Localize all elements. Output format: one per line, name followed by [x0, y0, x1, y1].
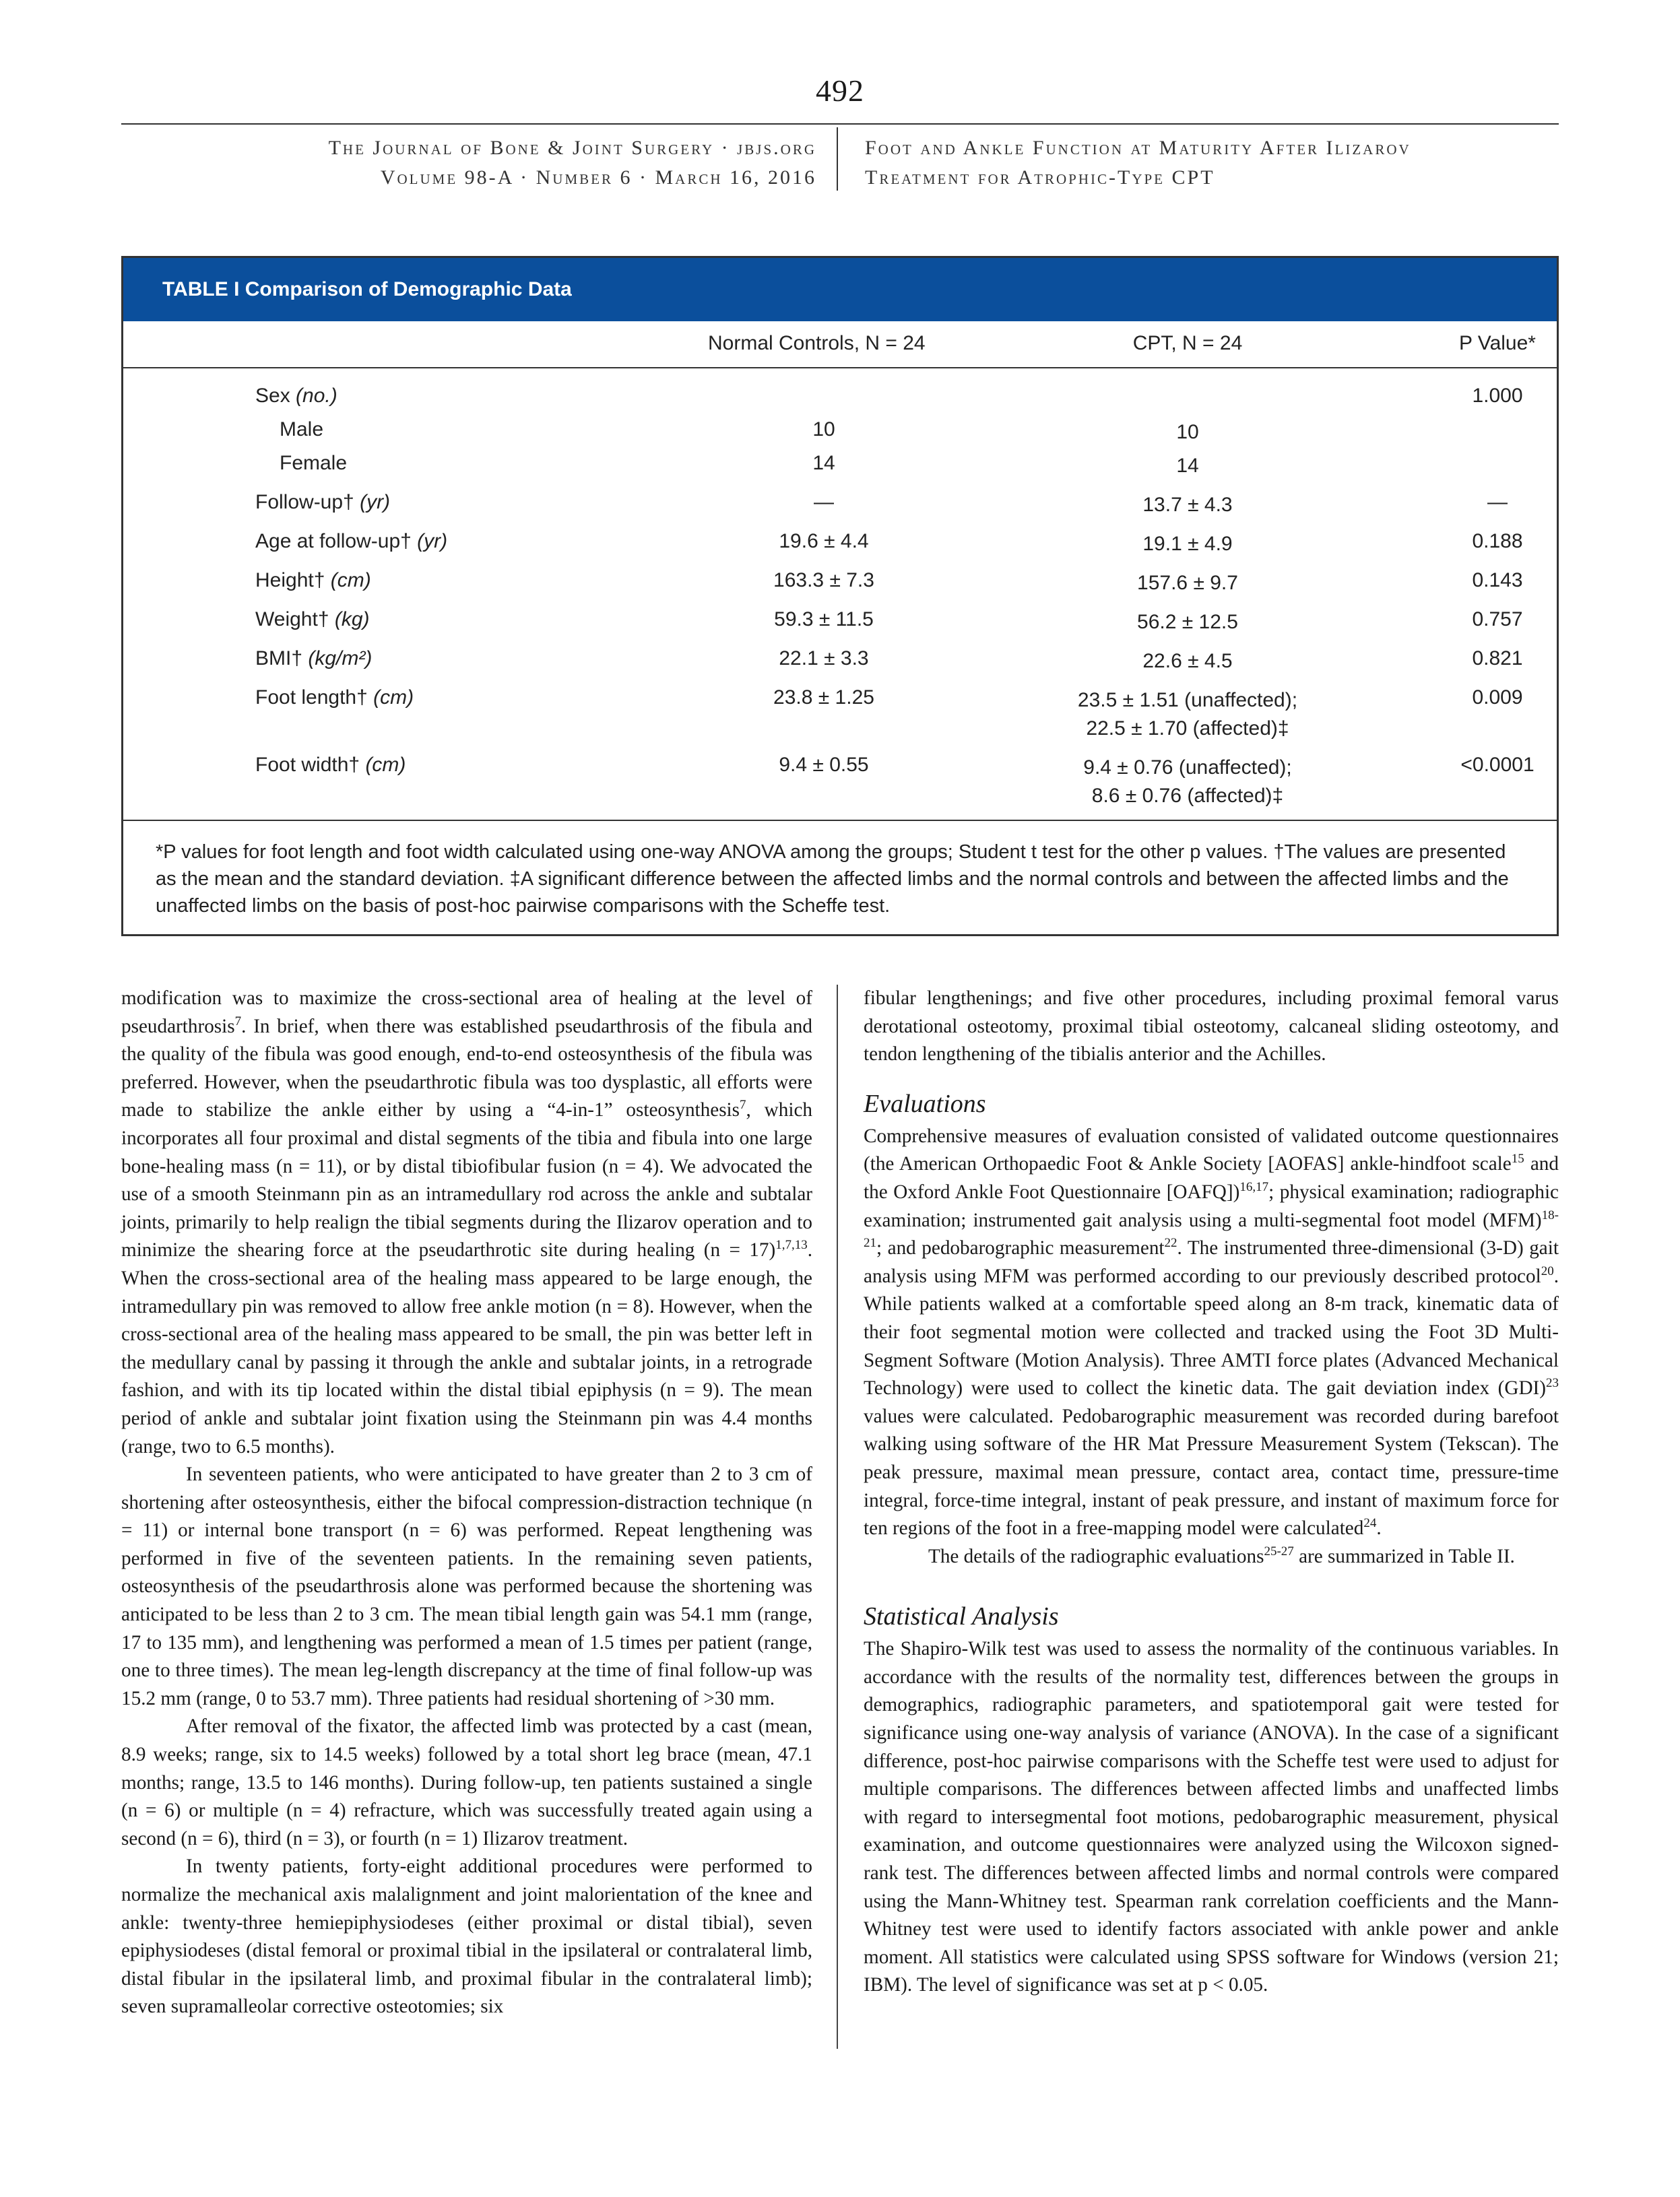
- journal-header: [121, 133, 816, 193]
- cell-controls: 163.3 ± 7.3: [773, 569, 874, 591]
- cell-cpt: 157.6 ± 9.7: [1137, 572, 1238, 594]
- cell-pvalue: 1.000: [1472, 385, 1523, 407]
- row-label: Age at follow-up†: [255, 530, 412, 552]
- cell-pvalue: 0.143: [1472, 569, 1523, 591]
- page-number: 492: [816, 73, 864, 108]
- row-label: Height†: [255, 569, 325, 591]
- row-label: Male: [280, 418, 324, 440]
- paragraph: modification was to maximize the cross-sectional area of healing at the level of pseudarthrosis$^7$. In brief, when there was established pseudarthrosis of the fibula and the quality of the fibula was good enough, end-to-end osteosynthesis of the fibula was preferred. However, when the pseudarthrotic fibula was too dysplastic, all efforts were made to stabilize the ankle either by using a “4-in-1” osteosynthesis$^7$, which incorporates all four proximal and distal segments of the tibia and fibula into one large bone-healing mass (n = 11), or by distal tibiofibular fusion (n = 4). We advocated the use of a smooth Steinmann pin as an intramedullary rod across the ankle and subtalar joints, primarily to help realign the tibial segments during the Ilizarov operation and to minimize the shearing force at the pseudarthrotic site during healing (n = 17)$^{1,7,13}$. When the cross-sectional area of the healing mass appeared to be large enough, the intramedullary pin was removed to allow free ankle motion (n = 8). However, when the cross-sectional area of the healing mass appeared to be small, the pin was better left in the medullary canal by passing it through the ankle and subtalar joints, in a retrograde fashion, and with its tip located within the distal tibial epiphysis (n = 9). The mean period of ankle and subtalar joint fixation using the Steinmann pin was 4.4 months (range, two to 6.5 months).: [121, 987, 812, 1457]
- table-footnote: *P values for foot length and foot width calculated using one-way ANOVA among the groups; Student t test for the other p values. †The values are presented as the mean and the standard deviation. ‡A significant difference between the affected limbs and the normal controls and between the affected limbs and the unaffected limbs on the basis of post-hoc pairwise comparisons with the Scheffe test.: [156, 841, 1509, 917]
- citation[interactable]: 16,17: [1239, 1179, 1269, 1194]
- cell-pvalue: 0.757: [1472, 608, 1523, 630]
- cell-controls: 23.8 ± 1.25: [773, 686, 874, 709]
- row-unit: (cm): [365, 754, 406, 776]
- section-heading-statistical-analysis: Statistical Analysis: [864, 1602, 1059, 1631]
- citation[interactable]: 1,7,13: [775, 1238, 808, 1253]
- citation[interactable]: 18-21: [864, 1208, 1559, 1251]
- row-unit: (no.): [296, 385, 337, 407]
- row-unit: (cm): [373, 686, 414, 709]
- cell-controls: 22.1 ± 3.3: [779, 647, 869, 669]
- journal-issue: Volume 98-A · Number 6 · March 16, 2016: [380, 166, 816, 189]
- citation[interactable]: 7: [740, 1098, 746, 1113]
- row-label: Follow-up†: [255, 491, 354, 513]
- citation[interactable]: 23: [1546, 1376, 1559, 1391]
- citation[interactable]: 7: [234, 1014, 242, 1028]
- citation[interactable]: 20: [1541, 1264, 1554, 1278]
- row-unit: (yr): [417, 530, 448, 552]
- row-label: Female: [280, 452, 348, 474]
- left-column: [121, 985, 812, 2021]
- cell-cpt: 10: [1176, 421, 1199, 443]
- section-heading-evaluations: Evaluations: [864, 1089, 986, 1118]
- paragraph: The Shapiro-Wilk test was used to assess the normality of the continuous variables. In accordance with the results of the normality test, differences between the groups in demographics, radiographic parameters, and spatiotemporal gait were tested for significance using one-way analysis of variance (ANOVA). In the case of a significant difference, post-hoc pairwise comparisons with the Scheffe test were used to adjust for multiple comparisons. The differences between affected limbs and unaffected limbs with regard to intersegmental foot motions, pedobarographic measurement, physical examination, and outcome questionnaires were analyzed using the Wilcoxon signed-rank test. The differences between affected limbs and normal controls were compared using the Mann-Whitney test. Spearman rank correlation coefficients and the Mann-Whitney test were used to identify factors associated with ankle power and ankle moment. All statistics were calculated using SPSS software for Windows (version 21; IBM). The level of significance was set at p < 0.05.: [864, 1638, 1559, 1996]
- row-unit: (kg/m²): [308, 647, 373, 669]
- column-header-pvalue: P Value*: [1459, 332, 1536, 354]
- row-label: Weight†: [255, 608, 329, 630]
- cell-pvalue: 0.821: [1472, 647, 1523, 669]
- cell-cpt: [999, 754, 1376, 810]
- paragraph: Comprehensive measures of evaluation consisted of validated outcome questionnaires (the American Orthopaedic Foot & Ankle Society [AOFAS] ankle-hindfoot scale$^{15}$ and the Oxford Ankle Foot Questionnaire [OAFQ])$^{16,17}$; physical examination; radiographic examination; instrumented gait analysis using a multi-segmental foot model (MFM)$^{18-21}$; and pedobarographic measurement$^{22}$. The instrumented three-dimensional (3-D) gait analysis using MFM was performed according to our previously described protocol$^{20}$. While patients walked at a comfortable speed along an 8-m track, kinematic data of their foot segmental motion were collected and tracked using the Foot 3D Multi-Segment Software (Motion Analysis). Three AMTI force plates (Advanced Mechanical Technology) were used to collect the kinetic data. The gait deviation index (GDI)$^{23}$ values were calculated. Pedobarographic measurement was recorded during barefoot walking using software of the HR Mat Pressure Measurement System (Tekscan). The peak pressure, maximal mean pressure, contact area, contact time, pressure-time integral, force-time integral, instant of peak pressure, and instant of maximum force for ten regions of the foot in a free-mapping model were calculated$^{24}$.: [864, 1125, 1559, 1540]
- cell-cpt: 19.1 ± 4.9: [1142, 533, 1233, 555]
- paragraph: The details of the radiographic evaluations$^{25-27}$ are summarized in Table II.: [928, 1544, 1515, 1567]
- column-header-cpt: CPT, N = 24: [1132, 332, 1243, 354]
- cell-cpt: 22.6 ± 4.5: [1142, 650, 1233, 672]
- cell-cpt-line1: 9.4 ± 0.76 (unaffected);: [1083, 756, 1292, 779]
- cell-cpt: [999, 686, 1376, 743]
- cell-cpt: 56.2 ± 12.5: [1137, 611, 1238, 633]
- cell-pvalue: —: [1487, 491, 1508, 513]
- cell-controls: 10: [812, 418, 835, 440]
- right-column: [864, 985, 1559, 2000]
- citation[interactable]: 15: [1511, 1152, 1524, 1167]
- cell-pvalue: <0.0001: [1460, 754, 1534, 776]
- article-title-line2: Treatment for Atrophic-Type CPT: [865, 166, 1215, 189]
- table-title: TABLE I Comparison of Demographic Data: [123, 258, 1557, 321]
- cell-cpt: 13.7 ± 4.3: [1142, 494, 1233, 516]
- header-divider: [837, 127, 838, 191]
- cell-cpt-line2: 8.6 ± 0.76 (affected)‡: [1091, 785, 1284, 807]
- paragraph: In seventeen patients, who were anticipated to have greater than 2 to 3 cm of shortening after osteosynthesis, either the bifocal compression-distraction technique (n = 11) or internal bone transport (n = 6) was performed. Repeat lengthening was performed in five of the seventeen patients. In the remaining seven patients, osteosynthesis of the pseudarthrosis alone was performed because the shortening was anticipated to be less than 2 to 3 cm. The mean tibial length gain was 54.1 mm (range, 17 to 135 mm), and lengthening was performed a mean of 1.5 times per patient (range, one to three times). The mean leg-length discrepancy at the time of final follow-up was 15.2 mm (range, 0 to 53.7 mm). Three patients had residual shortening of >30 mm.: [121, 1464, 812, 1709]
- column-divider: [837, 985, 838, 2049]
- citation[interactable]: 25-27: [1264, 1544, 1294, 1559]
- journal-title[interactable]: The Journal of Bone & Joint Surgery · jbjs.org: [328, 137, 816, 159]
- row-label: Sex: [255, 385, 290, 407]
- header-rule: [121, 123, 1559, 125]
- paragraph: In twenty patients, forty-eight additional procedures were performed to normalize the mechanical axis malalignment and joint malorientation of the knee and ankle: twenty-three hemiepiphysiodeses (either proximal or distal tibial), seven epiphysiodeses (distal femoral or proximal tibial in the ipsilateral or contralateral limb, distal fibular in the ipsilateral limb, and proximal fibular in the contralateral limb); seven supramalleolar corrective osteotomies; six: [121, 1856, 812, 2018]
- cell-controls: —: [814, 491, 834, 513]
- paragraph: After removal of the fixator, the affected limb was protected by a cast (mean, 8.9 weeks; range, six to 14.5 weeks) followed by a total short leg brace (mean, 47.1 months; range, 13.5 to 146 months). During follow-up, ten patients sustained a single (n = 6) or multiple (n = 4) refracture, which was successfully treated again using a second (n = 6), third (n = 3), or fourth (n = 1) Ilizarov treatment.: [121, 1715, 812, 1849]
- cell-controls: 9.4 ± 0.55: [779, 754, 869, 776]
- cell-pvalue: 0.009: [1472, 686, 1523, 709]
- row-unit: (yr): [360, 491, 391, 513]
- demographic-table: [121, 256, 1559, 936]
- cell-controls: 19.6 ± 4.4: [779, 530, 869, 552]
- row-label: BMI†: [255, 647, 303, 669]
- article-header: [865, 133, 1559, 193]
- cell-pvalue: 0.188: [1472, 530, 1523, 552]
- table-body: [123, 368, 1557, 821]
- row-label: Foot length†: [255, 686, 368, 709]
- article-title-line1: Foot and Ankle Function at Maturity After Ilizarov: [865, 137, 1411, 159]
- row-unit: (kg): [334, 608, 370, 630]
- column-header-controls: Normal Controls, N = 24: [708, 332, 926, 354]
- cell-controls: 59.3 ± 11.5: [774, 608, 874, 630]
- row-unit: (cm): [330, 569, 371, 591]
- row-label: Foot width†: [255, 754, 360, 776]
- citation[interactable]: 22: [1164, 1236, 1177, 1251]
- cell-controls: 14: [812, 452, 835, 474]
- cell-cpt-line1: 23.5 ± 1.51 (unaffected);: [1077, 689, 1298, 711]
- paragraph: fibular lengthenings; and five other procedures, including proximal femoral varus derotational osteotomy, proximal tibial osteotomy, calcaneal sliding osteotomy, and tendon lengthening of the tibialis anterior and the Achilles.: [864, 987, 1559, 1065]
- citation[interactable]: 24: [1363, 1516, 1377, 1531]
- cell-cpt: 14: [1176, 455, 1199, 477]
- cell-cpt-line2: 22.5 ± 1.70 (affected)‡: [1086, 717, 1289, 740]
- table-column-headers: [123, 321, 1557, 368]
